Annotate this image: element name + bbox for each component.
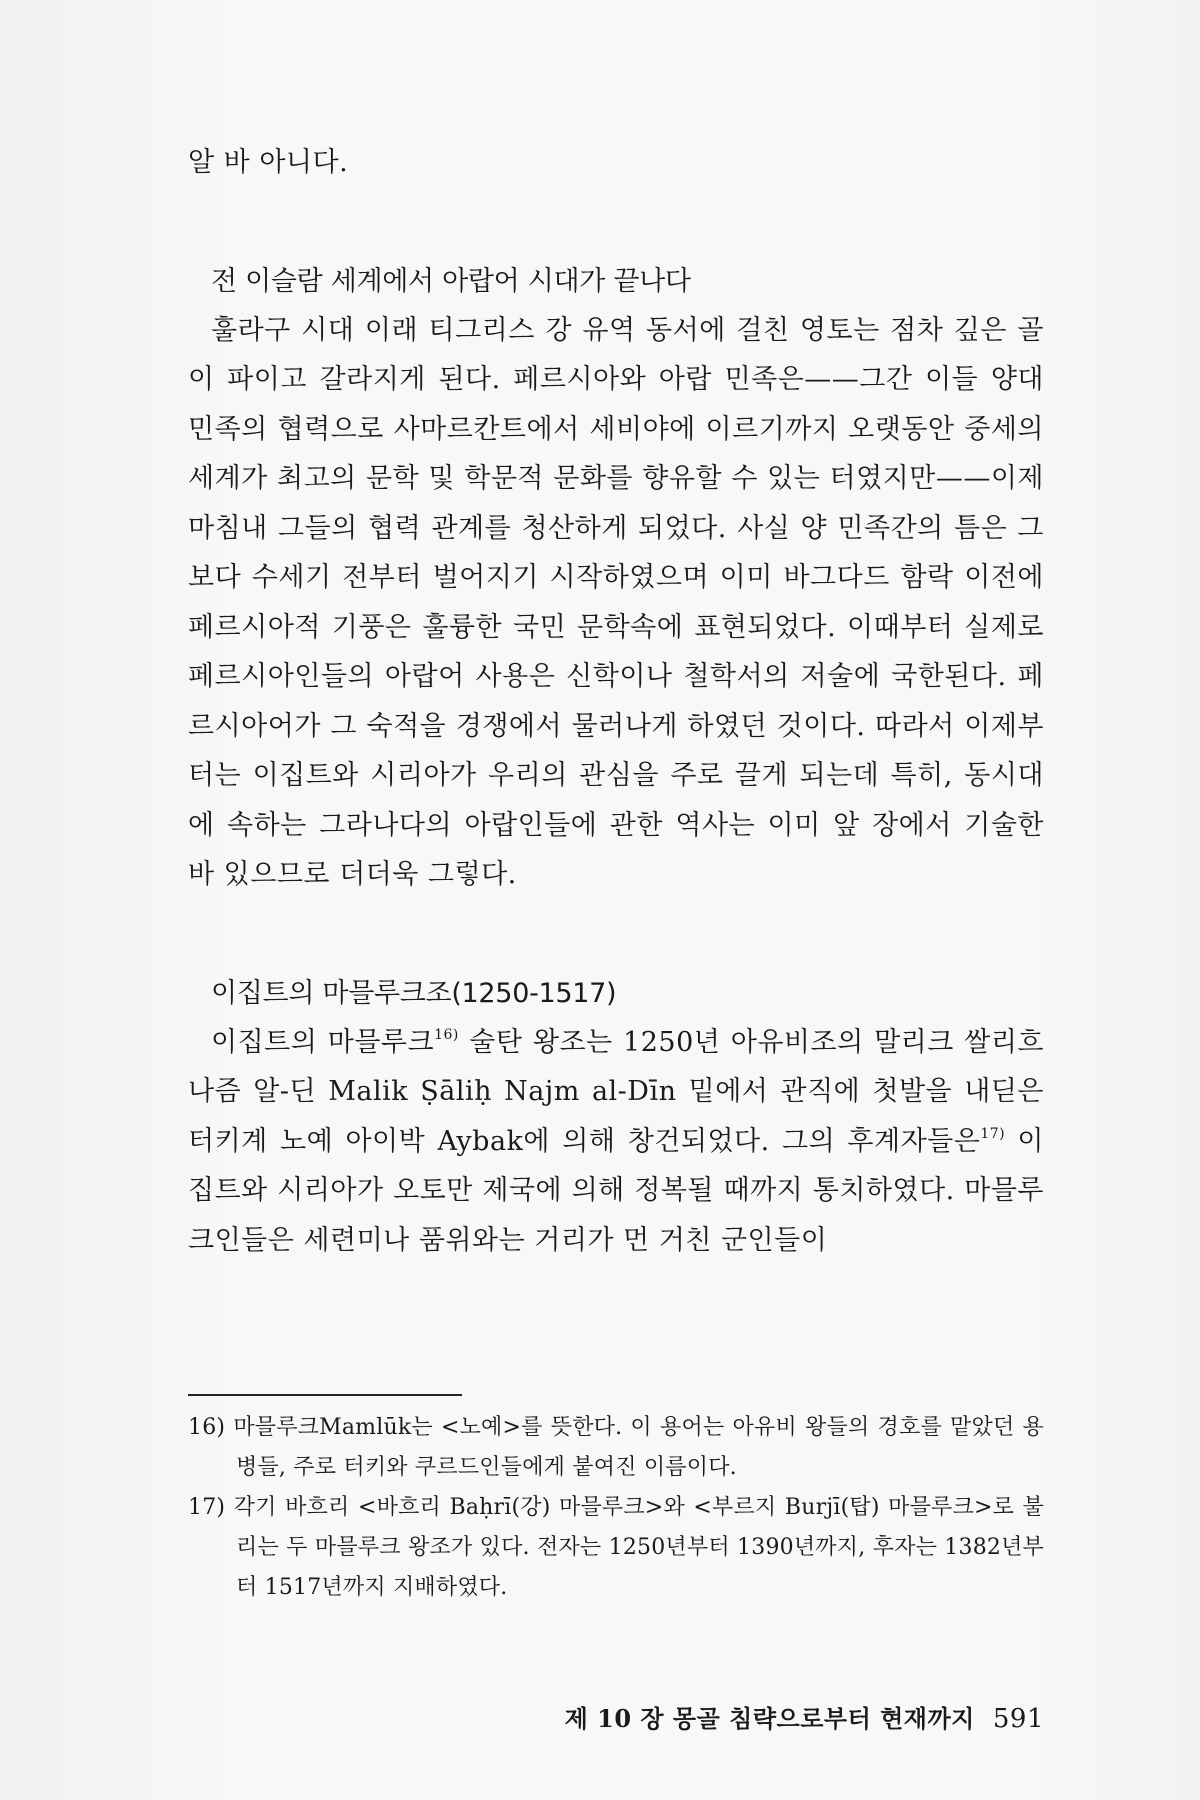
section-heading-arabic-era: 전 이슬람 세계에서 아랍어 시대가 끝나다 <box>211 265 691 297</box>
paragraph-mamluk-part1: 이집트의 마믈루크 <box>211 1026 435 1058</box>
paragraph-mamluk-part3: 이집트와 시리아가 오토만 제국에 의해 정복될 때까지 통치하였다. 마믈루크인들은 세련미나 품위와는 거리가 먼 거친 군인들이 <box>188 1125 1044 1256</box>
main-text-block <box>188 138 1044 1265</box>
running-footer <box>500 1702 1044 1736</box>
opening-line: 알 바 아니다. <box>188 147 349 178</box>
section-heading-mamluk: 이집트의 마믈루크조(1250-1517) <box>211 977 617 1009</box>
footnote-ref-17: 17) <box>980 1125 1006 1142</box>
footnote-16: 16) 마믈루크Mamlūk는 <노예>를 뜻한다. 이 용어는 아유비 왕들의 경호를 맡았던 용병들, 주로 터키와 쿠르드인들에게 붙여진 이름이다. <box>188 1415 1044 1480</box>
footnote-ref-16: 16) <box>434 1026 459 1043</box>
page-number: 591 <box>992 1704 1044 1734</box>
paragraph-mamluk-part2: 술탄 왕조는 1250년 아유비조의 말리크 쌀리흐 나즘 알-딘 Malik Ṣāliḥ Najm al-Dīn 밑에서 관직에 첫발을 내딛은 터키계 노예 아이박 Aybak에 의해 창건되었다. 그의 후계자들은 <box>188 1026 1044 1157</box>
footnote-divider <box>188 1394 462 1396</box>
chapter-title: 제 10 장 몽골 침략으로부터 현재까지 <box>564 1704 975 1733</box>
paragraph-mamluk <box>188 1018 1044 1266</box>
footnote-17: 17) 각기 바흐리 <바흐리 Baḥrī(강) 마믈루크>와 <부르지 Burjī(탑) 마믈루크>로 불리는 두 마믈루크 왕조가 있다. 전자는 1250년부터 1390년까지, 후자는 1382년부터 1517년까지 지배하였다. <box>188 1495 1044 1600</box>
paragraph-arabic-era: 훌라구 시대 이래 티그리스 강 유역 동서에 걸친 영토는 점차 깊은 골이 파이고 갈라지게 된다. 페르시아와 아랍 민족은——그간 이들 양대 민족의 협력으로 사마르칸트에서 세비야에 이르기까지 오랫동안 중세의 세계가 최고의 문학 및 학문적 문화를 향유할 수 있는 터였지만——이제 마침내 그들의 협력 관계를 청산하게 되었다. 사실 양 민족간의 틈은 그보다 수세기 전부터 벌어지기 시작하였으며 이미 바그다드 함락 이전에 페르시아적 기풍은 훌륭한 국민 문학속에 표현되었다. 이때부터 실제로 페르시아인들의 아랍어 사용은 신학이나 철학서의 저술에 국한된다. 페르시아어가 그 숙적을 경쟁에서 물러나게 하였던 것이다. 따라서 이제부터는 이집트와 시리아가 우리의 관심을 주로 끌게 되는데 특히, 동시대에 속하는 그라나다의 아랍인들에 관한 역사는 이미 앞 장에서 기술한 바 있으므로 더더욱 그렇다. <box>188 314 1044 890</box>
footnotes <box>188 1408 1044 1608</box>
